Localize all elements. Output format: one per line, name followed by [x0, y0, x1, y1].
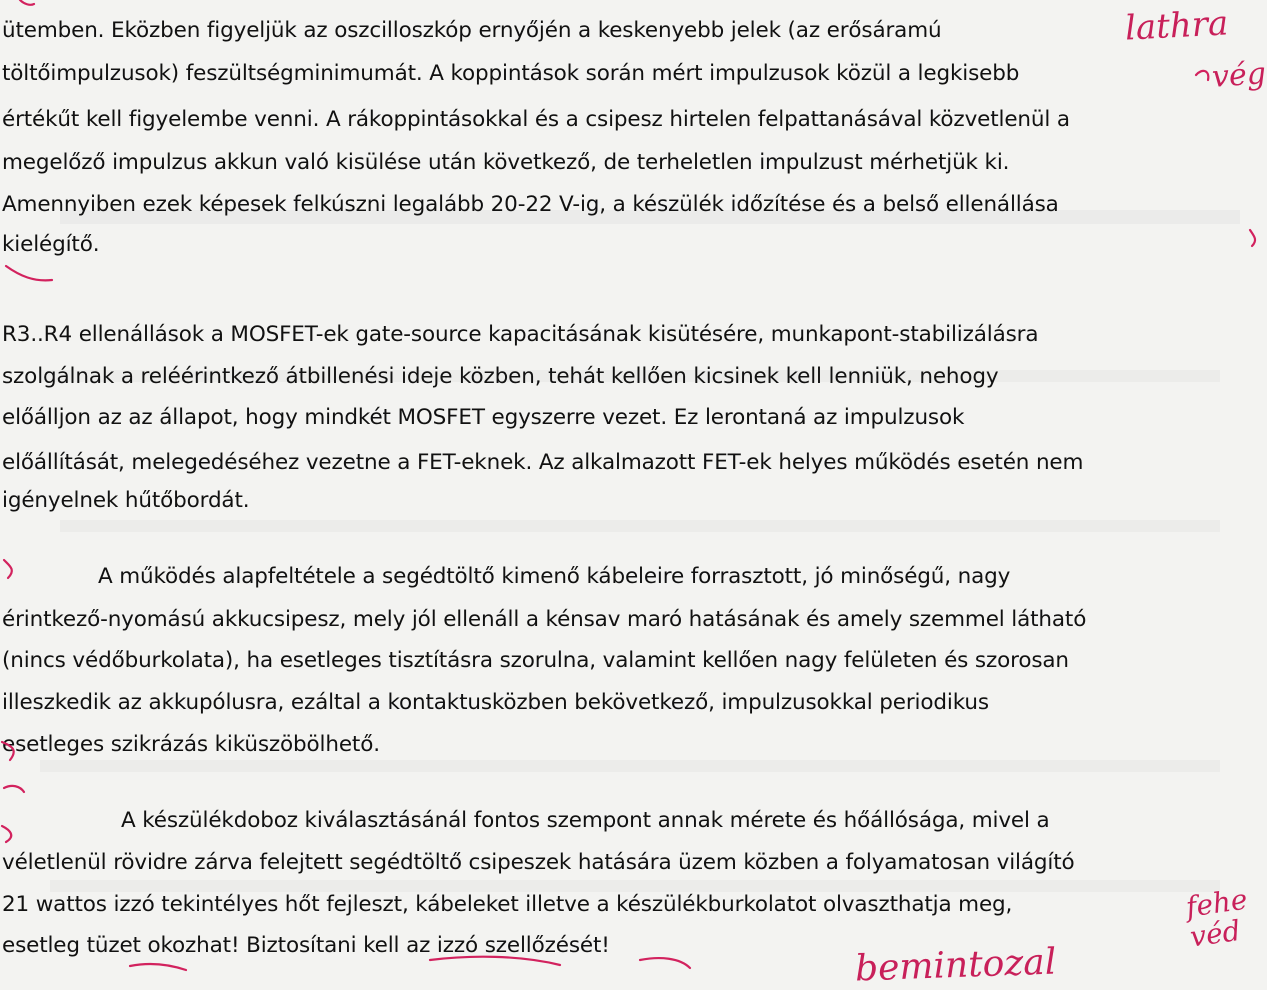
text-line: illeszkedik az akkupólusra, ezáltal a kontaktusközben bekövetkező, impulzusokkal periodikus: [2, 690, 989, 715]
text-line: R3..R4 ellenállások a MOSFET-ek gate-source kapacitásának kisütésére, munkapont-stabilizálásra: [2, 322, 1039, 347]
text-line: (nincs védőburkolata), ha esetleges tisztításra szorulna, valamint kellően nagy felületen és szorosan: [2, 648, 1069, 673]
text-line: megelőző impulzus akkun való kisülése után következő, de terheletlen impulzust mérhetjük ki.: [2, 150, 1010, 175]
handwritten-annotation: bemintozal: [854, 941, 1057, 990]
text-line: véletlenül rövidre zárva felejtett segédtöltő csipeszek hatására üzem közben a folyamatosan világító: [2, 850, 1075, 875]
text-line: A készülékdoboz kiválasztásánál fontos szempont annak mérete és hőállósága, mivel a: [121, 808, 1050, 833]
margin-tick: [640, 958, 690, 968]
text-line: esetleges szikrázás kiküszöbölhető.: [2, 732, 380, 757]
text-line: értékűt kell figyelembe venni. A rákoppintásokkal és a csipesz hirtelen felpattanásával közvetlenül a: [2, 107, 1070, 132]
handwritten-annotation: vég: [1210, 56, 1267, 95]
handwritten-annotation: lathra: [1124, 3, 1230, 49]
text-line: előállítását, melegedéséhez vezetne a FET-eknek. Az alkalmazott FET-ek helyes működés esetén nem: [2, 450, 1084, 475]
text-line: Amennyiben ezek képesek felkúszni legalább 20-22 V-ig, a készülék időzítése és a belső ellenállása: [2, 192, 1059, 217]
handwritten-annotation: fehe véd: [1183, 882, 1250, 954]
margin-tick: [130, 964, 186, 970]
text-line: előálljon az az állapot, hogy mindkét MOSFET egyszerre vezet. Ez lerontaná az impulzusok: [2, 405, 965, 430]
margin-tick: [20, 0, 34, 5]
text-line: kielégítő.: [2, 232, 100, 257]
margin-tick: [4, 786, 24, 792]
text-line: A működés alapfeltétele a segédtöltő kimenő kábeleire forrasztott, jó minőségű, nagy: [98, 564, 1011, 589]
text-line: szolgálnak a reléérintkező átbillenési ideje közben, tehát kellően kicsinek kell lenniük, nehogy: [2, 364, 999, 389]
margin-tick: [4, 560, 12, 578]
text-line: érintkező-nyomású akkucsipesz, mely jól ellenáll a kénsav maró hatásának és amely szemmel látható: [2, 607, 1087, 632]
text-line: 21 wattos izzó tekintélyes hőt fejleszt, kábeleket illetve a készülékburkolatot olvaszthatja meg,: [2, 892, 1013, 917]
text-line: töltőimpulzusok) feszültségminimumát. A koppintások során mért impulzusok közül a legkisebb: [2, 61, 1020, 86]
margin-tick: [1196, 71, 1208, 80]
margin-tick: [6, 266, 52, 280]
text-line: esetleg tüzet okozhat! Biztosítani kell az izzó szellőzését!: [2, 933, 610, 958]
margin-tick: [1250, 230, 1255, 246]
text-line: igényelnek hűtőbordát.: [2, 488, 250, 513]
margin-tick: [2, 826, 11, 842]
text-line: ütemben. Eközben figyeljük az oszcilloszkóp ernyőjén a keskenyebb jelek (az erősáramú: [2, 18, 942, 43]
